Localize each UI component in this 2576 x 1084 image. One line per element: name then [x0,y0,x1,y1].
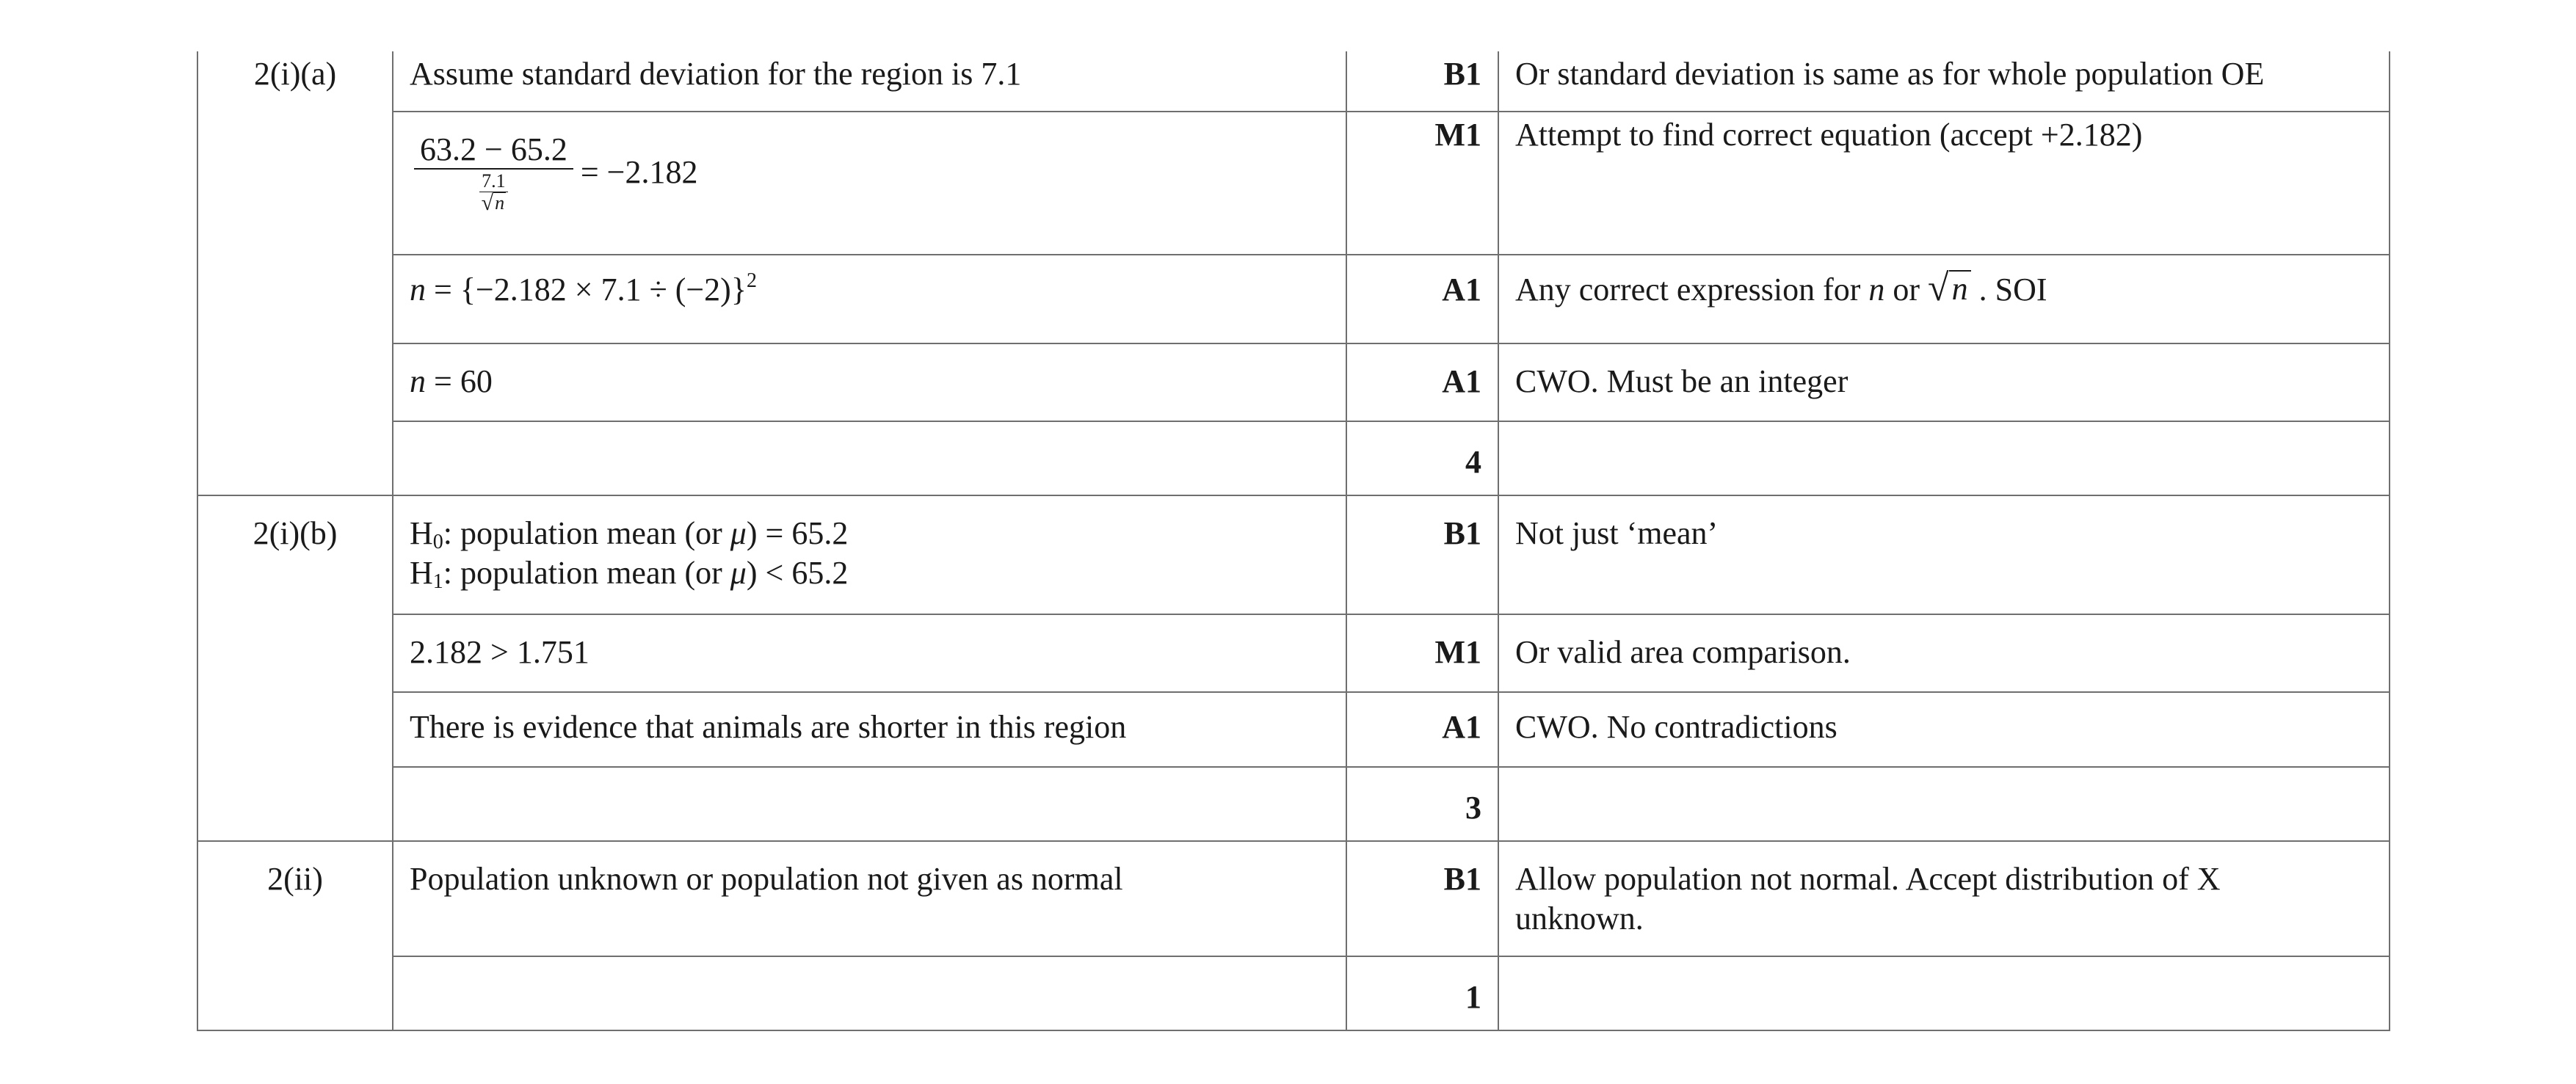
mark-cell [1346,614,1498,692]
answer-cell [393,841,1346,956]
question-number-cell [197,841,393,1030]
answer-cell [393,614,1346,692]
mark-code: M1 [1434,117,1481,153]
table-row [197,421,2390,495]
guidance-text: unknown. [1515,901,1644,936]
guidance-cell [1498,112,2390,255]
guidance-cell [1498,767,2390,841]
mark-cell [1346,495,1498,614]
sqrt-n: √ n [1928,270,1971,307]
question-number-cell [197,495,393,841]
table-row [197,112,2390,255]
answer-expression: = 60 [426,363,493,399]
mark-cell [1346,51,1498,112]
mark-scheme-table [197,51,2390,1031]
variable-n: n [410,272,426,308]
mark-code: A1 [1442,272,1481,308]
table-row [197,692,2390,767]
fraction-denominator [479,170,508,214]
guidance-cell [1498,614,2390,692]
fraction-equation [410,131,697,214]
guidance-cell [1498,343,2390,421]
answer-cell [393,421,1346,495]
guidance-text: CWO. No contradictions [1515,709,1837,745]
guidance-text: Or standard deviation is same as for whole population OE [1515,56,2265,92]
answer-cell [393,51,1346,112]
answer-cell [393,495,1346,614]
guidance-text: Attempt to find correct equation (accept +2.182) [1515,117,2143,153]
mark-cell [1346,112,1498,255]
denominator-top: 7.1 [479,171,508,192]
fraction-numerator: 63.2 − 65.2 [414,131,573,170]
question-number: 2(i)(b) [253,515,338,551]
answer-text: Population unknown or population not given as normal [410,861,1123,897]
mark-code: M1 [1434,634,1481,670]
answer-expression: = {−2.182 × 7.1 ÷ (−2)} [426,272,747,308]
mark-total-cell [1346,421,1498,495]
guidance-text: Not just ‘mean’ [1515,515,1719,551]
question-number: 2(i)(a) [253,56,337,92]
guidance-text: Allow population not normal. Accept distribution of X [1515,861,2221,897]
mark-code: A1 [1442,709,1481,745]
answer-text: 2.182 > 1.751 [410,634,589,670]
mark-cell [1346,343,1498,421]
mark-total: 4 [1465,444,1481,480]
null-hypothesis: $H_0$: population mean (or μ) = 65.2 [410,515,849,553]
variable-n: n [410,363,426,399]
sqrt-n: √ n [481,191,505,215]
answer-cell [393,112,1346,255]
guidance-cell [1498,495,2390,614]
answer-cell [393,343,1346,421]
mark-cell [1346,692,1498,767]
mark-code: A1 [1442,363,1481,399]
answer-text: There is evidence that animals are shorter in this region [410,709,1127,745]
guidance-cell [1498,692,2390,767]
table-row [197,51,2390,112]
mark-code: B1 [1443,861,1481,897]
guidance-text: CWO. Must be an integer [1515,363,1848,399]
answer-text: Assume standard deviation for the region is 7.1 [410,56,1022,92]
exponent: 2 [746,269,757,292]
guidance-cell [1498,421,2390,495]
answer-cell [393,255,1346,343]
mark-total-cell [1346,767,1498,841]
guidance-cell: Any correct expression for n or √ n . SOI [1498,255,2390,343]
answer-cell [393,692,1346,767]
table-row [197,495,2390,614]
answer-cell [393,767,1346,841]
mark-cell [1346,255,1498,343]
guidance-cell [1498,956,2390,1030]
answer-cell [393,956,1346,1030]
table-row [197,841,2390,956]
mark-cell [1346,841,1498,956]
guidance-cell [1498,841,2390,956]
question-number-cell [197,51,393,495]
mark-total-cell [1346,956,1498,1030]
table-row [197,956,2390,1030]
table-row [197,343,2390,421]
mark-total: 3 [1465,790,1481,826]
guidance-cell [1498,51,2390,112]
alternative-hypothesis: $H_1$: population mean (or μ) < 65.2 [410,555,849,593]
table-row [197,614,2390,692]
table-row [197,255,2390,343]
mark-code: B1 [1443,56,1481,92]
question-number: 2(ii) [267,861,323,897]
guidance-text: Or valid area comparison. [1515,634,1851,670]
mark-total: 1 [1465,979,1481,1015]
table-row [197,767,2390,841]
equation-rhs: = −2.182 [580,154,698,190]
fraction [414,131,573,214]
mark-code: B1 [1443,515,1481,551]
